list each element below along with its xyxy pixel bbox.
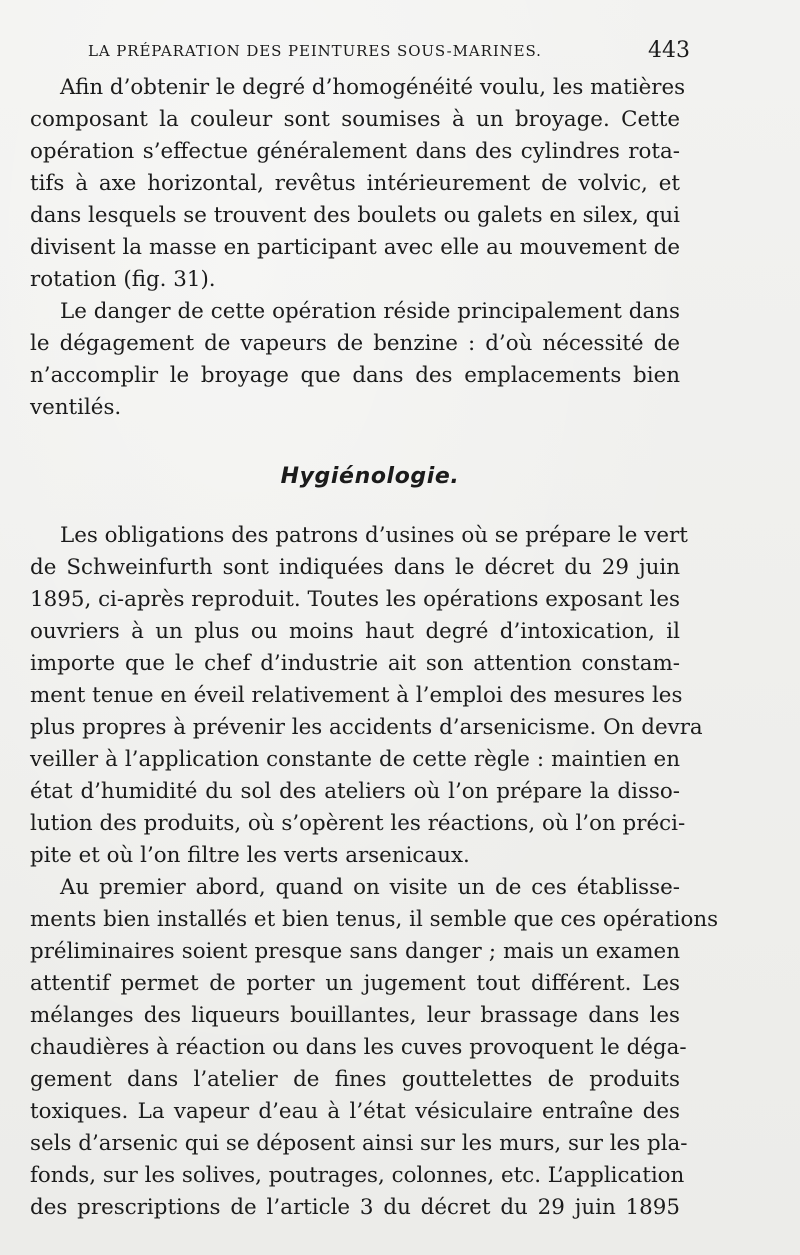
paragraph-4-line: des prescriptions de l’article 3 du décret du 29 juin 1895 xyxy=(30,1195,680,1220)
paragraph-1-line: opération s’effectue généralement dans des cylindres rota- xyxy=(30,139,680,164)
running-header xyxy=(88,38,690,66)
paragraph-3-line: Les obligations des patrons d’usines où se prépare le vert xyxy=(60,523,688,548)
paragraph-3-line: veiller à l’application constante de cette règle : maintien en xyxy=(30,747,680,772)
paragraph-2-line: n’accomplir le broyage que dans des emplacements bien xyxy=(30,363,680,388)
paragraph-4-line: chaudières à réaction ou dans les cuves provoquent le déga- xyxy=(30,1035,687,1060)
paragraph-4-line: Au premier abord, quand on visite un de ces établisse- xyxy=(60,875,680,900)
paragraph-1-line: Afin d’obtenir le degré d’homogénéité voulu, les matières xyxy=(60,75,686,100)
paragraph-3-line: de Schweinfurth sont indiquées dans le décret du 29 juin xyxy=(30,555,680,580)
paragraph-2-line: le dégagement de vapeurs de benzine : d’où nécessité de xyxy=(30,331,680,356)
paragraph-1-line: composant la couleur sont soumises à un broyage. Cette xyxy=(30,107,680,132)
paragraph-4-line: mélanges des liqueurs bouillantes, leur brassage dans les xyxy=(30,1003,680,1028)
paragraph-3-line: 1895, ci-après reproduit. Toutes les opérations exposant les xyxy=(30,587,680,612)
paragraph-4-line: ments bien installés et bien tenus, il semble que ces opérations xyxy=(30,907,719,932)
paragraph-4-line: préliminaires soient presque sans danger ; mais un examen xyxy=(30,939,680,964)
paragraph-2-line: ventilés. xyxy=(30,395,122,420)
paragraph-3-line: lution des produits, où s’opèrent les réactions, où l’on préci- xyxy=(30,811,686,836)
paragraph-3-line: ouvriers à un plus ou moins haut degré d’intoxication, il xyxy=(30,619,680,644)
running-title: LA PRÉPARATION DES PEINTURES SOUS-MARINES. xyxy=(88,42,542,60)
paragraph-3-line: état d’humidité du sol des ateliers où l’on prépare la disso- xyxy=(30,779,680,804)
page-number: 443 xyxy=(648,38,690,63)
paragraph-3-line: pite et où l’on filtre les verts arsenicaux. xyxy=(30,843,470,868)
paragraph-3-line: importe que le chef d’industrie ait son attention constam- xyxy=(30,651,680,676)
paragraph-1-line: divisent la masse en participant avec elle au mouvement de xyxy=(30,235,680,260)
paragraph-4-line: fonds, sur les solives, poutrages, colonnes, etc. L’application xyxy=(30,1163,685,1188)
paragraph-4-line: sels d’arsenic qui se déposent ainsi sur les murs, sur les pla- xyxy=(30,1131,688,1156)
paragraph-4-line: toxiques. La vapeur d’eau à l’état vésiculaire entraîne des xyxy=(30,1099,680,1124)
paragraph-2-line: Le danger de cette opération réside principalement dans xyxy=(60,299,680,324)
paragraph-3-line: plus propres à prévenir les accidents d’arsenicisme. On devra xyxy=(30,715,703,740)
paragraph-3-line: ment tenue en éveil relativement à l’emploi des mesures les xyxy=(30,683,683,708)
paragraph-1-line: rotation (fig. 31). xyxy=(30,267,216,292)
paragraph-1-line: tifs à axe horizontal, revêtus intérieurement de volvic, et xyxy=(30,171,680,196)
section-heading: Hygiénologie. xyxy=(280,464,460,489)
paragraph-4-line: attentif permet de porter un jugement tout différent. Les xyxy=(30,971,680,996)
paragraph-4-line: gement dans l’atelier de fines gouttelettes de produits xyxy=(30,1067,680,1092)
paragraph-1-line: dans lesquels se trouvent des boulets ou galets en silex, qui xyxy=(30,203,680,228)
